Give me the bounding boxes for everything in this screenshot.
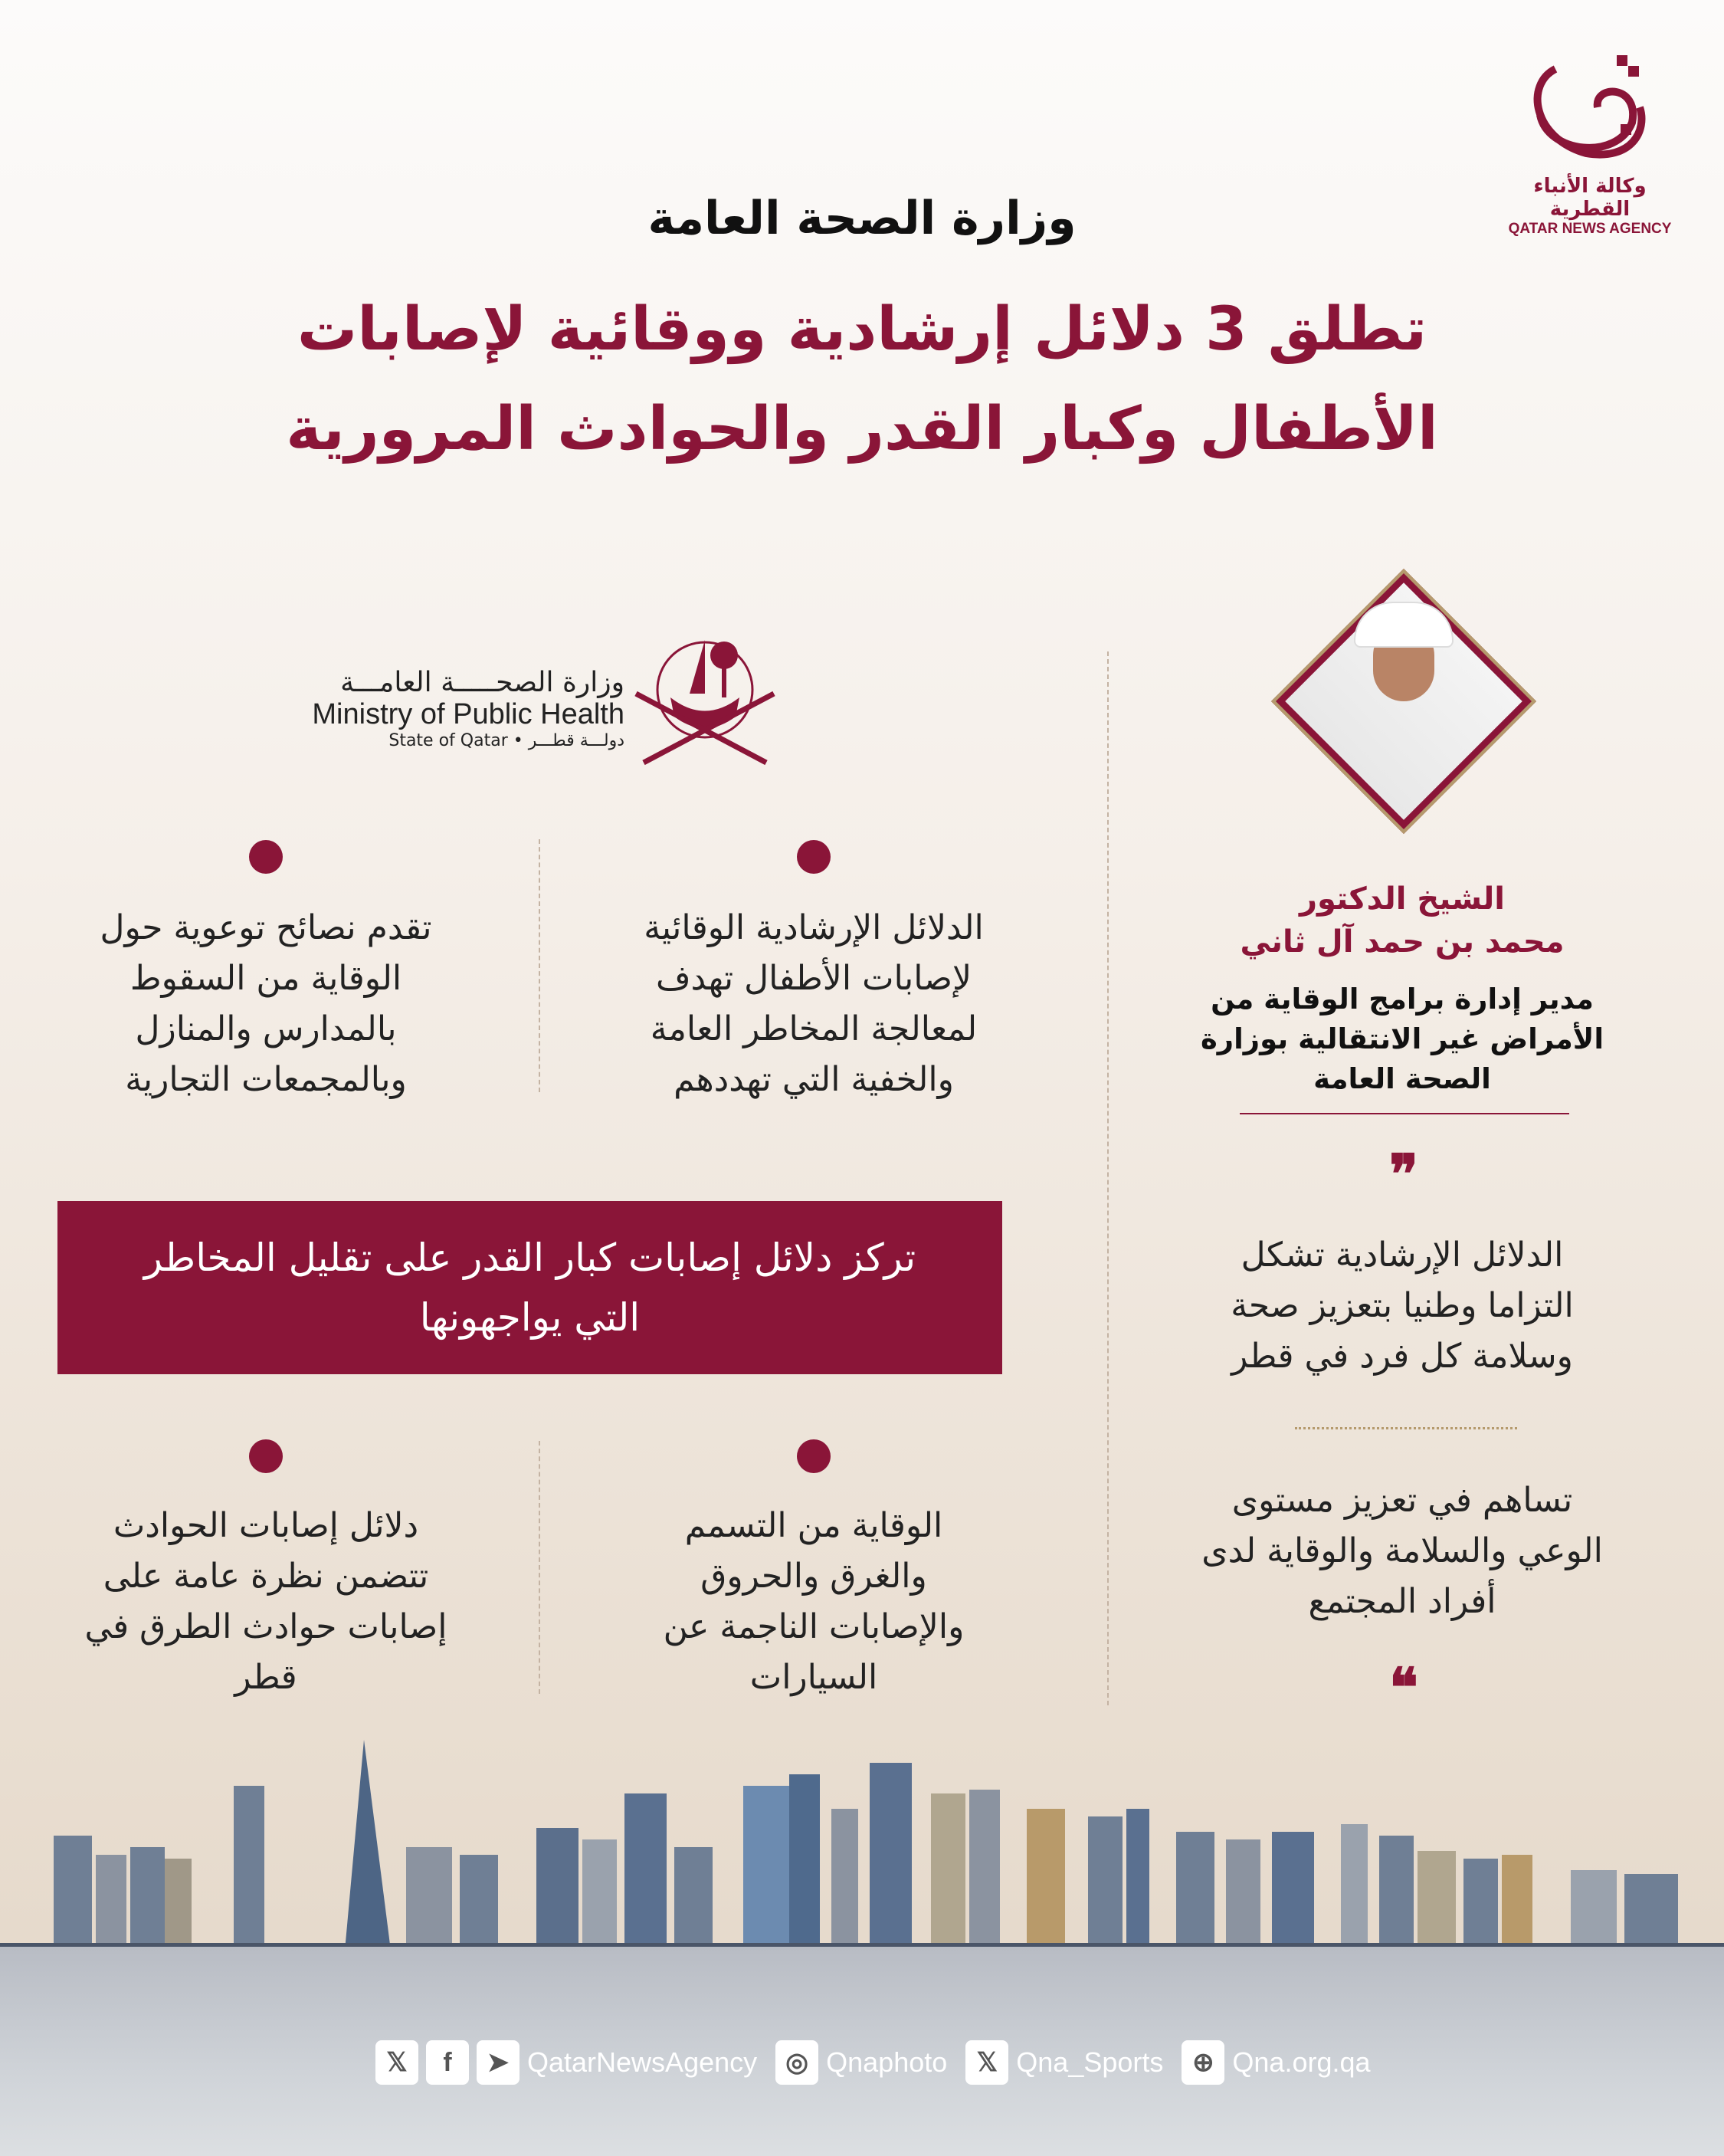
divider	[1295, 1427, 1517, 1429]
point-line: تتضمن نظرة عامة على	[103, 1557, 429, 1596]
point-line: الدلائل الإرشادية الوقائية	[644, 908, 984, 947]
qna-emblem-icon	[1525, 54, 1655, 169]
point-line: إصابات حوادث الطرق في	[84, 1607, 447, 1646]
point-line: بالمدارس والمنازل	[135, 1009, 397, 1048]
qatar-emblem-icon	[628, 625, 782, 770]
x-icon[interactable]: 𝕏	[965, 2040, 1008, 2085]
agency-name-ar: وكالة الأنباء القطرية	[1533, 175, 1647, 221]
column-divider	[539, 1441, 540, 1694]
bullet-dot	[797, 1439, 831, 1473]
quote-line: أفراد المجتمع	[1308, 1582, 1496, 1621]
divider	[1240, 1113, 1569, 1114]
point-line: لمعالجة المخاطر العامة	[650, 1009, 978, 1048]
quote-2	[1195, 1475, 1609, 1627]
official-name: محمد بن حمد آل ثاني	[1240, 924, 1565, 960]
ministry-logo-ar: وزارة الصحـــــة العامـــة	[340, 667, 624, 698]
agency-name-en: QATAR NEWS AGENCY	[1508, 221, 1672, 237]
point-4	[36, 1501, 496, 1703]
highlight-banner	[57, 1201, 1002, 1374]
ministry-heading: وزارة الصحة العامة	[647, 192, 1077, 245]
facebook-icon[interactable]: f	[426, 2040, 469, 2085]
role-line: مدير إدارة برامج الوقاية من	[1211, 983, 1594, 1016]
quote-open-icon: ❞	[1389, 1142, 1418, 1206]
ministry-logo	[291, 625, 782, 778]
social-footer	[375, 2040, 1371, 2085]
quote-line: التزاما وطنيا بتعزيز صحة	[1231, 1286, 1574, 1325]
role-line: الأمراض غير الانتقالية بوزارة	[1200, 1022, 1604, 1055]
point-line: الوقاية من التسمم	[684, 1506, 943, 1545]
quote-line: تساهم في تعزيز مستوى	[1231, 1481, 1573, 1520]
x-icon[interactable]: 𝕏	[375, 2040, 418, 2085]
website-link[interactable]: Qna.org.qa	[1232, 2046, 1371, 2078]
point-line: دلائل إصابات الحوادث	[113, 1506, 419, 1545]
ministry-logo-state: State of Qatar • دولـــة قطـــر	[388, 731, 624, 750]
bullet-dot	[249, 1439, 283, 1473]
quote-1	[1195, 1230, 1609, 1382]
point-line: لإصابات الأطفال تهدف	[655, 959, 972, 998]
point-line: والخفية التي تهددهم	[674, 1060, 954, 1099]
role-line: الصحة العامة	[1313, 1062, 1491, 1095]
point-line: السيارات	[749, 1658, 878, 1697]
official-title: الشيخ الدكتور	[1299, 881, 1506, 917]
point-3	[584, 1501, 1044, 1703]
quote-line: الوعي والسلامة والوقاية لدى	[1201, 1531, 1603, 1570]
quote-line: وسلامة كل فرد في قطر	[1231, 1337, 1573, 1376]
point-1	[584, 903, 1044, 1105]
point-line: قطر	[234, 1658, 297, 1697]
quote-line: الدلائل الإرشادية تشكل	[1241, 1236, 1564, 1275]
column-divider	[1107, 651, 1109, 1705]
quote-close-icon: ❝	[1389, 1656, 1418, 1719]
point-line: وبالمجمعات التجارية	[125, 1060, 407, 1099]
handle-qna-sports[interactable]: Qna_Sports	[1016, 2046, 1164, 2078]
bullet-dot	[797, 840, 831, 874]
point-line: تقدم نصائح توعوية حول	[100, 908, 432, 947]
bullet-dot	[249, 840, 283, 874]
point-2	[36, 903, 496, 1105]
globe-icon[interactable]: ⊕	[1182, 2040, 1224, 2085]
column-divider	[539, 839, 540, 1092]
banner-text: تركز دلائل إصابات كبار القدر على تقليل المخاطر التي يواجهونها	[143, 1236, 916, 1340]
handle-qnaphoto[interactable]: Qnaphoto	[826, 2046, 948, 2078]
doha-skyline	[0, 1724, 1724, 1954]
official-role	[1195, 980, 1609, 1099]
official-photo	[1273, 571, 1534, 832]
point-line: والإصابات الناجمة عن	[663, 1607, 965, 1646]
ministry-logo-en: Ministry of Public Health	[312, 698, 624, 730]
handle-qatarnewsagency[interactable]: QatarNewsAgency	[527, 2046, 758, 2078]
headline-line-1: تطلق 3 دلائل إرشادية ووقائية لإصابات	[297, 295, 1427, 364]
telegram-icon[interactable]: ➤	[477, 2040, 519, 2085]
headline-line-2: الأطفال وكبار القدر والحوادث المرورية	[286, 395, 1438, 464]
instagram-icon[interactable]: ◎	[775, 2040, 818, 2085]
point-line: والغرق والحروق	[700, 1557, 927, 1596]
point-line: الوقاية من السقوط	[129, 959, 402, 998]
